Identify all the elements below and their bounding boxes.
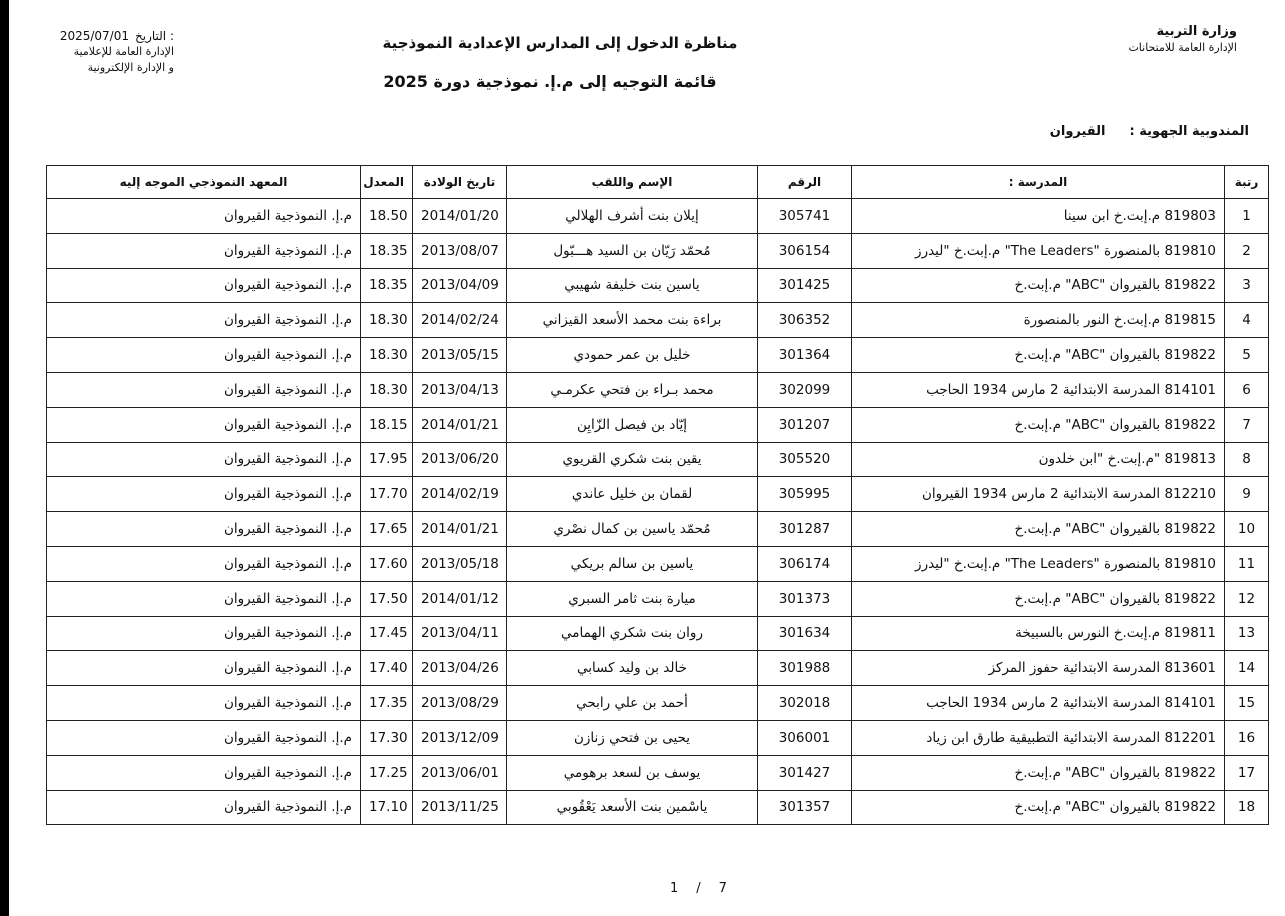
school-cell: 819811 م.إبت.خ النورس بالسبيخة [852, 616, 1225, 651]
date-block [44, 28, 174, 76]
school-cell: 819822 بالقيروان "ABC" م.إبت.خ [852, 268, 1225, 303]
target-institute-cell: م.إ. النموذجية القيروان [47, 233, 361, 268]
candidate-number-cell: 301634 [758, 616, 852, 651]
table-row [47, 651, 1269, 686]
rank-cell: 9 [1225, 477, 1269, 512]
date-label: التاريخ : [134, 29, 174, 43]
target-institute-cell: م.إ. النموذجية القيروان [47, 686, 361, 721]
school-cell: 814101 المدرسة الابتدائية 2 مارس 1934 الحاجب [852, 372, 1225, 407]
candidate-number-cell: 306154 [758, 233, 852, 268]
birth-date-cell: 2013/11/25 [413, 790, 507, 825]
student-name-cell: روان بنت شكري الهمامي [507, 616, 758, 651]
average-cell: 18.30 [361, 372, 413, 407]
school-cell: 819810 بالمنصورة "The Leaders" م.إبت.خ "ليدرز [852, 233, 1225, 268]
school-cell: 819822 بالقيروان "ABC" م.إبت.خ [852, 512, 1225, 547]
rank-cell: 10 [1225, 512, 1269, 547]
table-row [47, 477, 1269, 512]
date-value: 2025/07/01 [59, 29, 129, 43]
candidate-number-cell: 306352 [758, 303, 852, 338]
table-row [47, 268, 1269, 303]
rank-cell: 2 [1225, 233, 1269, 268]
ministry-name: وزارة التربية [1156, 24, 1237, 39]
left-edge-bar [0, 0, 9, 916]
target-institute-cell: م.إ. النموذجية القيروان [47, 790, 361, 825]
candidate-number-cell: 301287 [758, 512, 852, 547]
school-cell: 819822 بالقيروان "ABC" م.إبت.خ [852, 755, 1225, 790]
student-name-cell: يقين بنت شكري القريوي [507, 442, 758, 477]
results-table [46, 165, 1269, 825]
target-institute-cell: م.إ. النموذجية القيروان [47, 372, 361, 407]
col-header-dob: تاريخ الولادة [413, 166, 507, 199]
student-name-cell: مُحمّد رَيّان بن السيد هـــبّول [507, 233, 758, 268]
col-header-number: الرقم [758, 166, 852, 199]
date-row [44, 28, 174, 44]
average-cell: 18.15 [361, 407, 413, 442]
table-row [47, 303, 1269, 338]
rank-cell: 5 [1225, 338, 1269, 373]
target-institute-cell: م.إ. النموذجية القيروان [47, 512, 361, 547]
table-row [47, 233, 1269, 268]
average-cell: 18.30 [361, 338, 413, 373]
col-header-average: المعدل [361, 166, 413, 199]
target-institute-cell: م.إ. النموذجية القيروان [47, 442, 361, 477]
school-cell: 819815 م.إبت.خ النور بالمنصورة [852, 303, 1225, 338]
target-institute-cell: م.إ. النموذجية القيروان [47, 651, 361, 686]
table-row [47, 512, 1269, 547]
rank-cell: 15 [1225, 686, 1269, 721]
candidate-number-cell: 306174 [758, 546, 852, 581]
birth-date-cell: 2013/04/09 [413, 268, 507, 303]
birth-date-cell: 2014/02/24 [413, 303, 507, 338]
table-row [47, 338, 1269, 373]
table-row [47, 616, 1269, 651]
candidate-number-cell: 301207 [758, 407, 852, 442]
student-name-cell: ياسين بنت خليفة شهيبي [507, 268, 758, 303]
candidate-number-cell: 306001 [758, 720, 852, 755]
school-cell: 819822 بالقيروان "ABC" م.إبت.خ [852, 581, 1225, 616]
table-row [47, 686, 1269, 721]
target-institute-cell: م.إ. النموذجية القيروان [47, 303, 361, 338]
candidate-number-cell: 301373 [758, 581, 852, 616]
candidate-number-cell: 301988 [758, 651, 852, 686]
average-cell: 18.35 [361, 233, 413, 268]
birth-date-cell: 2013/05/15 [413, 338, 507, 373]
average-cell: 18.35 [361, 268, 413, 303]
table-row [47, 546, 1269, 581]
average-cell: 17.65 [361, 512, 413, 547]
target-institute-cell: م.إ. النموذجية القيروان [47, 199, 361, 234]
rank-cell: 8 [1225, 442, 1269, 477]
school-cell: 819813 "م.إبت.خ "ابن خلدون [852, 442, 1225, 477]
rank-cell: 14 [1225, 651, 1269, 686]
table-row [47, 581, 1269, 616]
col-header-school: المدرسة : [852, 166, 1225, 199]
table-header-row [47, 166, 1269, 199]
table-row [47, 790, 1269, 825]
birth-date-cell: 2014/01/12 [413, 581, 507, 616]
average-cell: 17.95 [361, 442, 413, 477]
student-name-cell: خالد بن وليد كسابي [507, 651, 758, 686]
table-row [47, 407, 1269, 442]
rank-cell: 1 [1225, 199, 1269, 234]
student-name-cell: ميارة بنت ثامر السبري [507, 581, 758, 616]
col-header-name: الإسم واللقب [507, 166, 758, 199]
birth-date-cell: 2013/06/20 [413, 442, 507, 477]
candidate-number-cell: 302099 [758, 372, 852, 407]
average-cell: 17.45 [361, 616, 413, 651]
birth-date-cell: 2014/02/19 [413, 477, 507, 512]
rank-cell: 3 [1225, 268, 1269, 303]
student-name-cell: يوسف بن لسعد برهومي [507, 755, 758, 790]
table-row [47, 720, 1269, 755]
rank-cell: 6 [1225, 372, 1269, 407]
page-current: 1 [670, 881, 679, 896]
rank-cell: 16 [1225, 720, 1269, 755]
average-cell: 17.35 [361, 686, 413, 721]
col-header-rank: رتبة [1225, 166, 1269, 199]
rank-cell: 12 [1225, 581, 1269, 616]
student-name-cell: إيّاد بن فيصل الزّايِن [507, 407, 758, 442]
candidate-number-cell: 301425 [758, 268, 852, 303]
school-cell: 819803 م.إبت.خ ابن سينا [852, 199, 1225, 234]
region-value: القيروان [1049, 124, 1106, 139]
region-label: المندوبية الجهوية : [1129, 124, 1249, 139]
school-cell: 812201 المدرسة الابتدائية التطبيقية طارق ابن زياد [852, 720, 1225, 755]
table-row [47, 442, 1269, 477]
target-institute-cell: م.إ. النموذجية القيروان [47, 720, 361, 755]
target-institute-cell: م.إ. النموذجية القيروان [47, 581, 361, 616]
rank-cell: 13 [1225, 616, 1269, 651]
birth-date-cell: 2013/04/11 [413, 616, 507, 651]
birth-date-cell: 2013/04/26 [413, 651, 507, 686]
average-cell: 17.50 [361, 581, 413, 616]
table-body [47, 199, 1269, 825]
target-institute-cell: م.إ. النموذجية القيروان [47, 477, 361, 512]
school-cell: 819822 بالقيروان "ABC" م.إبت.خ [852, 790, 1225, 825]
student-name-cell: يحيى بن فتحي زنازن [507, 720, 758, 755]
birth-date-cell: 2013/04/13 [413, 372, 507, 407]
average-cell: 17.40 [361, 651, 413, 686]
rank-cell: 7 [1225, 407, 1269, 442]
birth-date-cell: 2014/01/21 [413, 407, 507, 442]
page-separator: / [696, 881, 701, 896]
rank-cell: 18 [1225, 790, 1269, 825]
school-cell: 819822 بالقيروان "ABC" م.إبت.خ [852, 407, 1225, 442]
target-institute-cell: م.إ. النموذجية القيروان [47, 268, 361, 303]
target-institute-cell: م.إ. النموذجية القيروان [47, 338, 361, 373]
rank-cell: 11 [1225, 546, 1269, 581]
birth-date-cell: 2014/01/21 [413, 512, 507, 547]
target-institute-cell: م.إ. النموذجية القيروان [47, 755, 361, 790]
average-cell: 17.30 [361, 720, 413, 755]
birth-date-cell: 2013/08/07 [413, 233, 507, 268]
birth-date-cell: 2013/08/29 [413, 686, 507, 721]
candidate-number-cell: 301364 [758, 338, 852, 373]
school-cell: 812210 المدرسة الابتدائية 2 مارس 1934 القيروان [852, 477, 1225, 512]
student-name-cell: أحمد بن علي رابحي [507, 686, 758, 721]
student-name-cell: إيلان بنت أشرف الهلالي [507, 199, 758, 234]
target-institute-cell: م.إ. النموذجية القيروان [47, 546, 361, 581]
average-cell: 17.70 [361, 477, 413, 512]
page-subtitle: قائمة التوجيه إلى م.إ. نموذجية دورة 2025 [383, 72, 717, 91]
student-name-cell: براءة بنت محمد الأسعد القيزاني [507, 303, 758, 338]
table-row [47, 199, 1269, 234]
it-dept-line1: الإدارة العامة للإعلامية [73, 45, 174, 58]
school-cell: 819810 بالمنصورة "The Leaders" م.إبت.خ "ليدرز [852, 546, 1225, 581]
table-row [47, 755, 1269, 790]
student-name-cell: خليل بن عمر حمودي [507, 338, 758, 373]
average-cell: 17.25 [361, 755, 413, 790]
average-cell: 17.10 [361, 790, 413, 825]
rank-cell: 4 [1225, 303, 1269, 338]
birth-date-cell: 2013/12/09 [413, 720, 507, 755]
birth-date-cell: 2014/01/20 [413, 199, 507, 234]
candidate-number-cell: 305995 [758, 477, 852, 512]
it-dept-line2: و الإدارة الإلكترونية [87, 61, 174, 74]
average-cell: 18.50 [361, 199, 413, 234]
pagination [670, 881, 727, 896]
page-title: مناظرة الدخول إلى المدارس الإعدادية النموذجية [382, 34, 738, 52]
birth-date-cell: 2013/06/01 [413, 755, 507, 790]
target-institute-cell: م.إ. النموذجية القيروان [47, 616, 361, 651]
candidate-number-cell: 301357 [758, 790, 852, 825]
rank-cell: 17 [1225, 755, 1269, 790]
col-header-institute: المعهد النموذجي الموجه إليه [47, 166, 361, 199]
student-name-cell: ياسْمين بنت الأسعد يَعْقُوبي [507, 790, 758, 825]
student-name-cell: ياسين بن سالم بريكي [507, 546, 758, 581]
student-name-cell: محمد بـراء بن فتحي عكرمـي [507, 372, 758, 407]
student-name-cell: لقمان بن خليل عاندي [507, 477, 758, 512]
school-cell: 813601 المدرسة الابتدائية حفوز المركز [852, 651, 1225, 686]
average-cell: 18.30 [361, 303, 413, 338]
school-cell: 819822 بالقيروان "ABC" م.إبت.خ [852, 338, 1225, 373]
student-name-cell: مُحمّد ياسين بن كمال نصْري [507, 512, 758, 547]
table-row [47, 372, 1269, 407]
candidate-number-cell: 305520 [758, 442, 852, 477]
page-total: 7 [718, 881, 727, 896]
candidate-number-cell: 305741 [758, 199, 852, 234]
school-cell: 814101 المدرسة الابتدائية 2 مارس 1934 الحاجب [852, 686, 1225, 721]
candidate-number-cell: 301427 [758, 755, 852, 790]
target-institute-cell: م.إ. النموذجية القيروان [47, 407, 361, 442]
birth-date-cell: 2013/05/18 [413, 546, 507, 581]
candidate-number-cell: 302018 [758, 686, 852, 721]
average-cell: 17.60 [361, 546, 413, 581]
ministry-header [1128, 24, 1237, 54]
department-name: الإدارة العامة للامتحانات [1128, 41, 1237, 54]
region-line [1050, 124, 1249, 139]
